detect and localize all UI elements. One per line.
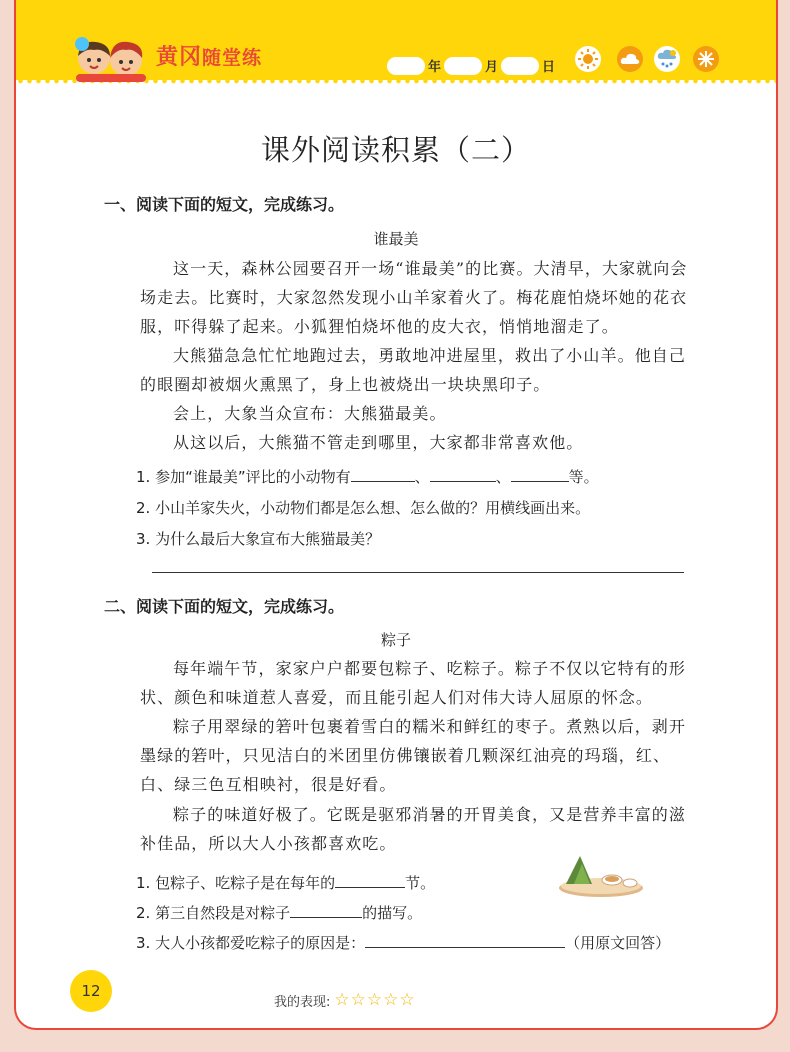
page-title: 课外阅读积累（二）	[260, 133, 531, 167]
section1-heading: 一、阅读下面的短文，完成练习。	[104, 195, 345, 214]
year-input[interactable]	[387, 57, 425, 75]
month-label: 月	[485, 60, 499, 75]
brand-sub: 随堂练	[202, 47, 263, 69]
q1-sep-1: 、	[414, 468, 430, 486]
s2q1-prefix: 1. 包粽子、吃粽子是在每年的	[136, 874, 336, 892]
section1-paragraph-4: 从这以后，大熊猫不管走到哪里，大家都非常喜欢他。	[173, 433, 584, 452]
section1-question-2: 2. 小山羊家失火，小动物们都是怎么想、怎么做的？用横线画出来。	[136, 499, 591, 517]
q1-suffix: 等。	[568, 468, 599, 486]
section2-paragraph-2: 粽子用翠绿的箬叶包裹着雪白的糯米和鲜红的枣子。煮熟以后，剥开墨绿的箬叶，只见洁白的米团里仿佛镶嵌着几颗深红油亮的玛瑙，红、白、绿三色互相映衬，很是好看。	[140, 717, 687, 794]
section1-paragraph-1: 这一天，森林公园要召开一场“谁最美”的比赛。大清早，大家就向会场走去。比赛时，大家忽然发现小山羊家着火了。梅花鹿怕烧坏她的花衣服，吓得躲了起来。小狐狸怕烧坏他的皮大衣，悄悄地溜走了。	[140, 259, 688, 336]
section2-paragraph-1: 每年端午节，家家户户都要包粽子、吃粽子。粽子不仅以它特有的形状、颜色和味道惹人喜爱，而且能引起人们对伟大诗人屈原的怀念。	[140, 659, 687, 707]
s2q2-suffix: 的描写。	[362, 904, 423, 922]
performance-rating	[274, 990, 416, 1010]
cloud-icon[interactable]	[617, 46, 643, 72]
section2-question-1	[136, 872, 435, 893]
day-label: 日	[542, 60, 556, 75]
brand-logo	[156, 40, 262, 71]
answer-blank-1[interactable]	[351, 467, 415, 482]
section2-paragraph-3: 粽子的味道好极了。它既是驱邪消暑的开胃美食，又是营养丰富的滋补佳品，所以大人小孩都喜欢吃。	[140, 805, 687, 853]
answer-blank-6[interactable]	[365, 933, 565, 948]
performance-label: 我的表现:	[274, 994, 331, 1010]
brand-main: 黄冈	[156, 45, 203, 70]
answer-blank-5[interactable]	[290, 903, 362, 918]
q1-sep-2: 、	[495, 468, 511, 486]
section1-question-1	[136, 466, 599, 487]
kids-logo-icon	[66, 34, 156, 82]
section2-heading: 二、阅读下面的短文，完成练习。	[104, 597, 345, 616]
answer-blank-3[interactable]	[511, 467, 569, 482]
section1-passage-title: 谁最美	[373, 230, 419, 248]
section1-paragraph-2: 大熊猫急急忙忙地跑过去，勇敢地冲进屋里，救出了小山羊。他自己的眼圈却被烟火熏黑了，身上也被烧出一块块黑印子。	[140, 346, 687, 394]
sun-icon[interactable]	[575, 46, 601, 72]
year-label: 年	[428, 60, 442, 75]
answer-line[interactable]	[152, 572, 684, 573]
star-rating-icon[interactable]: ☆☆☆☆☆	[334, 990, 416, 1010]
section2-question-3	[136, 932, 670, 953]
date-fields	[384, 56, 555, 75]
q1-prefix: 1. 参加“谁最美”评比的小动物有	[136, 468, 351, 486]
section1-question-3: 3. 为什么最后大象宣布大熊猫最美？	[136, 530, 381, 548]
rain-icon[interactable]	[654, 46, 680, 72]
day-input[interactable]	[501, 57, 539, 75]
s2q2-prefix: 2. 第三自然段是对粽子	[136, 904, 291, 922]
section1-paragraph-3: 会上，大象当众宣布：大熊猫最美。	[173, 404, 447, 423]
snow-icon[interactable]	[693, 46, 719, 72]
zongzi-plate-icon	[546, 850, 646, 900]
answer-blank-2[interactable]	[430, 467, 496, 482]
answer-blank-4[interactable]	[335, 873, 405, 888]
section2-passage-title: 粽子	[380, 631, 411, 649]
s2q3-prefix: 3. 大人小孩都爱吃粽子的原因是：	[136, 934, 366, 952]
section2-question-2	[136, 902, 422, 923]
page-number: 12	[70, 970, 112, 1012]
worksheet-page	[14, 0, 778, 1030]
s2q3-suffix: （用原文回答）	[565, 934, 671, 952]
month-input[interactable]	[444, 57, 482, 75]
s2q1-suffix: 节。	[405, 874, 436, 892]
